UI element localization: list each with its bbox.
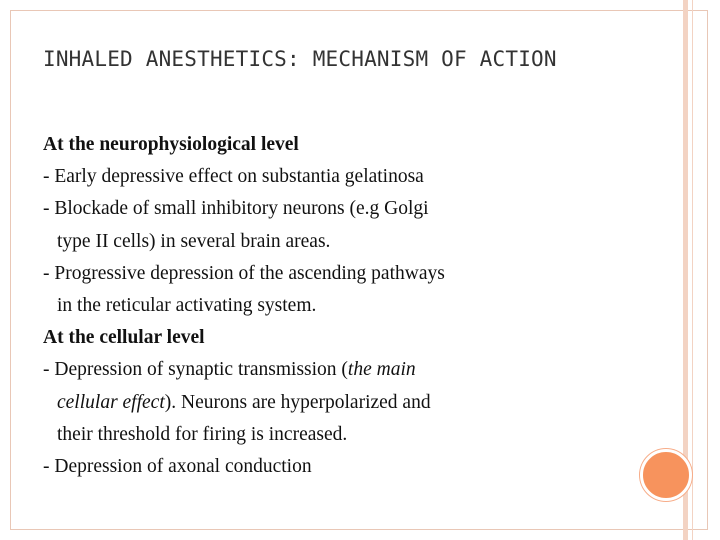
section-heading: At the neurophysiological level [43, 134, 299, 155]
bullet-line: - Early depressive effect on substantia gelatinosa [43, 166, 424, 188]
slide-body [43, 129, 663, 483]
bullet-line: - Depression of axonal conduction [43, 456, 312, 478]
section-heading: At the cellular level [43, 327, 205, 349]
bullet-line: - Progressive depression of the ascending pathways [43, 262, 445, 284]
text-segment: ). Neurons are hyperpolarized and [164, 391, 431, 413]
decorative-side-line [692, 0, 693, 540]
bullet-continuation: type II cells) in several brain areas. [57, 230, 331, 252]
italic-segment: the main [347, 359, 416, 381]
slide-title: INHALED ANESTHETICS: MECHANISM OF ACTION [43, 47, 557, 71]
bullet-line [43, 354, 663, 386]
italic-segment: cellular effect [57, 391, 165, 413]
bullet-line: - Blockade of small inhibitory neurons (e.g Golgi [43, 198, 429, 220]
text-segment: - Depression of synaptic transmission ( [43, 359, 348, 381]
bullet-continuation: in the reticular activating system. [57, 295, 317, 317]
bullet-continuation [43, 387, 663, 419]
bullet-continuation: their threshold for firing is increased. [57, 423, 348, 445]
